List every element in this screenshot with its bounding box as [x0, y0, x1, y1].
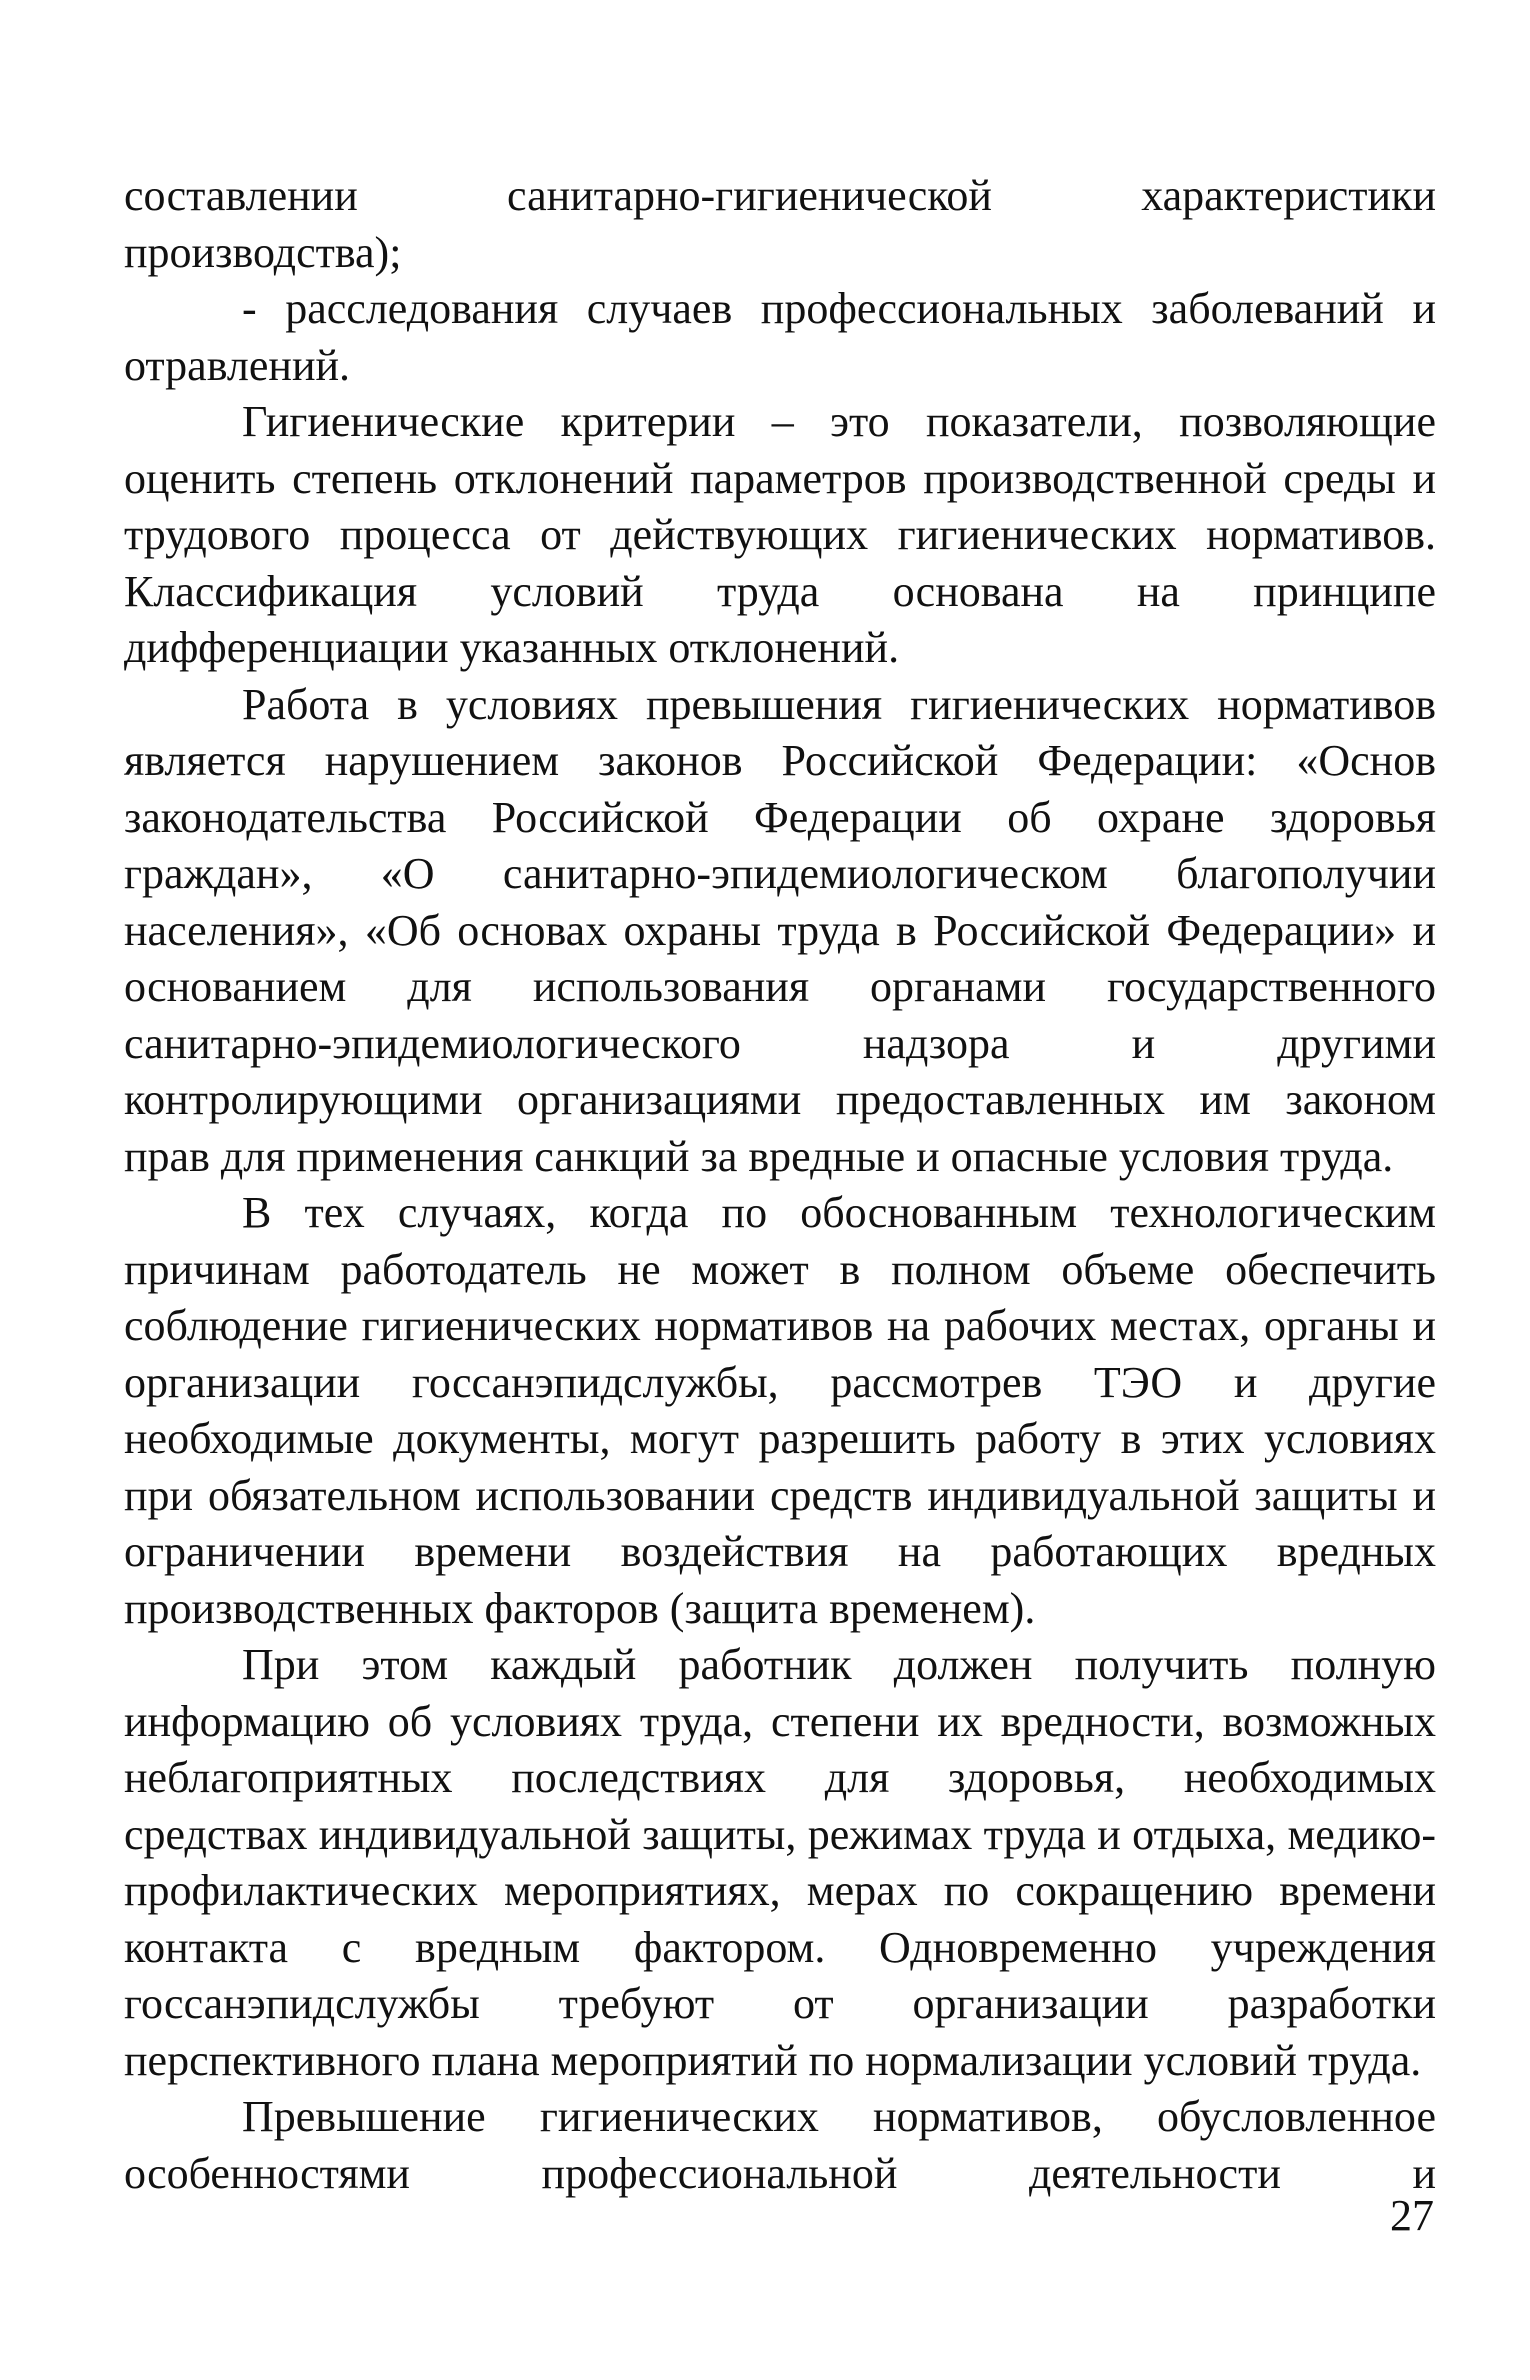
paragraph-worker-information: При этом каждый работник должен получить полную информацию об условиях труда, степени их вредности, возможных неблагоприятных последствиях для здоровья, необходимых средствах индивидуальной защиты, режимах труда и отдыха, медико-профилактических мероприятиях, мерах по сокращению времени контакта с вредным фактором. Одновременно учреждения госсанэпидслужбы требуют от организации разработки перспективного плана мероприятий по нормализации условий труда. — [124, 1640, 1436, 2085]
paragraph-legal-violation: Работа в условиях превышения гигиенических нормативов является нарушением законов Российской Федерации: «Основ законодательства Российской Федерации об охране здоровья граждан», «О санитарно-эпидемиологическом благополучии населения», «Об основах охраны труда в Российской Федерации» и основанием для использования органами государственного санитарно-эпидемиологического надзора и другими контролирующими организациями предоставленных им законом прав для применения санкций за вредные и опасные условия труда. — [124, 679, 1436, 1181]
bullet-item-investigation: - расследования случаев профессиональных заболеваний и отравлений. — [124, 284, 1436, 390]
paragraph-continuation: составлении санитарно-гигиенической характеристики производства); — [124, 171, 1436, 277]
paragraph-time-protection: В тех случаях, когда по обоснованным технологическим причинам работодатель не может в полном объеме обеспечить соблюдение гигиенических нормативов на рабочих местах, органы и организации госсанэпидслужбы, рассмотрев ТЭО и другие необходимые документы, могут разрешить работу в этих условиях при обязательном использовании средств индивидуальной защиты и ограничении времени воздействия на работающих вредных производственных факторов (защита временем). — [124, 1188, 1436, 1633]
paragraph-exceeding-norms: Превышение гигиенических нормативов, обусловленное особенностями профессиональной деятельности и — [124, 2092, 1436, 2198]
paragraph-hygienic-criteria: Гигиенические критерии – это показатели, позволяющие оценить степень отклонений параметров производственной среды и трудового процесса от действующих гигиенических нормативов. Классификация условий труда основана на принципе дифференциации указанных отклонений. — [124, 397, 1436, 672]
body-text — [124, 168, 1436, 2202]
page-number: 27 — [1390, 2191, 1434, 2240]
